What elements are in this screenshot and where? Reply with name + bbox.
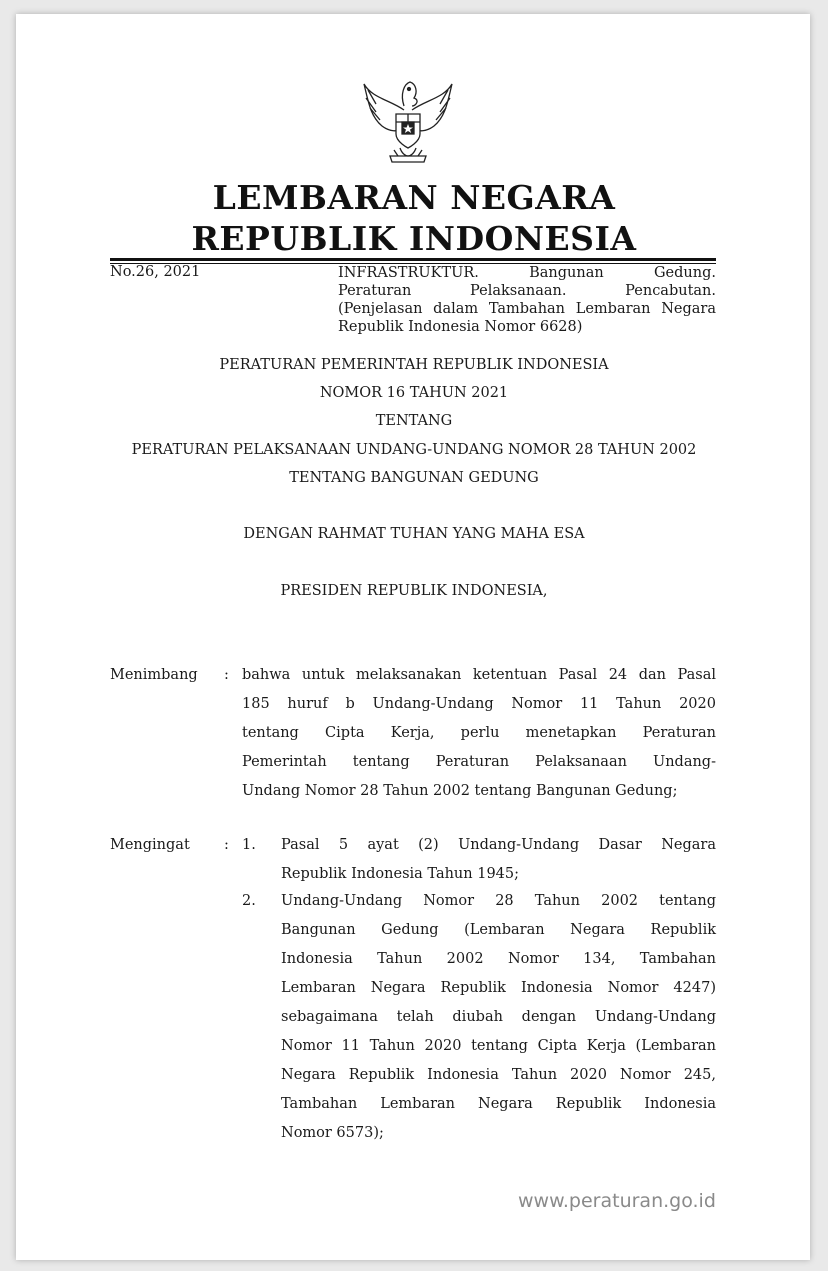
blessing-line: DENGAN RAHMAT TUHAN YANG MAHA ESA [243,526,585,542]
gazette-subject [338,264,716,336]
gazette-title-line2: REPUBLIK INDONESIA [191,219,637,258]
paragraph-line: tentang Cipta Kerja, perlu menetapkan Peraturan [242,725,716,741]
menimbang-colon: : [224,667,229,683]
mengingat-colon: : [224,837,229,853]
paragraph-line: Nomor 11 Tahun 2020 tentang Cipta Kerja (Lembaran [281,1038,716,1054]
regulation-subject-2: TENTANG BANGUNAN GEDUNG [289,470,539,486]
paragraph-line: Bangunan Gedung (Lembaran Negara Republik [281,922,716,938]
subject-line: INFRASTRUKTUR. Bangunan Gedung. [338,265,716,281]
gazette-number: No.26, 2021 [110,264,201,280]
paragraph-line: Negara Republik Indonesia Tahun 2020 Nomor 245, [281,1067,716,1083]
mengingat-item-1 [281,831,716,889]
website-watermark: www.peraturan.go.id [518,1190,716,1212]
regulation-subject: PERATURAN PELAKSANAAN UNDANG-UNDANG NOMOR 28 TAHUN 2002 [131,442,697,458]
regulation-number: NOMOR 16 TAHUN 2021 [319,385,509,401]
paragraph-line: Nomor 6573); [281,1125,384,1141]
president-line: PRESIDEN REPUBLIK INDONESIA, [280,583,548,599]
subject-line: Republik Indonesia Nomor 6628) [338,319,583,335]
menimbang-paragraph [242,661,716,806]
subject-line: Peraturan Pelaksanaan. Pencabutan. [338,283,716,299]
paragraph-line: Pemerintah tentang Peraturan Pelaksanaan Undang- [242,754,716,770]
paragraph-line: bahwa untuk melaksanakan ketentuan Pasal 24 dan Pasal [242,667,716,683]
list-item-number: 1. [242,837,256,853]
mengingat-label: Mengingat [110,837,190,853]
menimbang-label: Menimbang [110,667,198,683]
subject-line: (Penjelasan dalam Tambahan Lembaran Negara [338,301,716,317]
paragraph-line: Undang Nomor 28 Tahun 2002 tentang Bangunan Gedung; [242,783,678,799]
paragraph-line: Tambahan Lembaran Negara Republik Indonesia [281,1096,716,1112]
paragraph-line: Pasal 5 ayat (2) Undang-Undang Dasar Negara [281,837,716,853]
regulation-title: PERATURAN PEMERINTAH REPUBLIK INDONESIA [219,357,609,373]
list-item-number: 2. [242,893,256,909]
paragraph-line: sebagaimana telah diubah dengan Undang-Undang [281,1009,716,1025]
mengingat-item-2 [281,887,716,1148]
paragraph-line: Undang-Undang Nomor 28 Tahun 2002 tentang [281,893,716,909]
header-rule-thick [110,258,716,261]
paragraph-line: Lembaran Negara Republik Indonesia Nomor 4247) [281,980,716,996]
regulation-tentang: TENTANG [375,413,453,429]
paragraph-line: Indonesia Tahun 2002 Nomor 134, Tambahan [281,951,716,967]
paragraph-line: 185 huruf b Undang-Undang Nomor 11 Tahun 2020 [242,696,716,712]
paragraph-line: Republik Indonesia Tahun 1945; [281,866,520,882]
garuda-emblem-icon [360,70,456,168]
gazette-title-line1: LEMBARAN NEGARA [212,178,616,217]
